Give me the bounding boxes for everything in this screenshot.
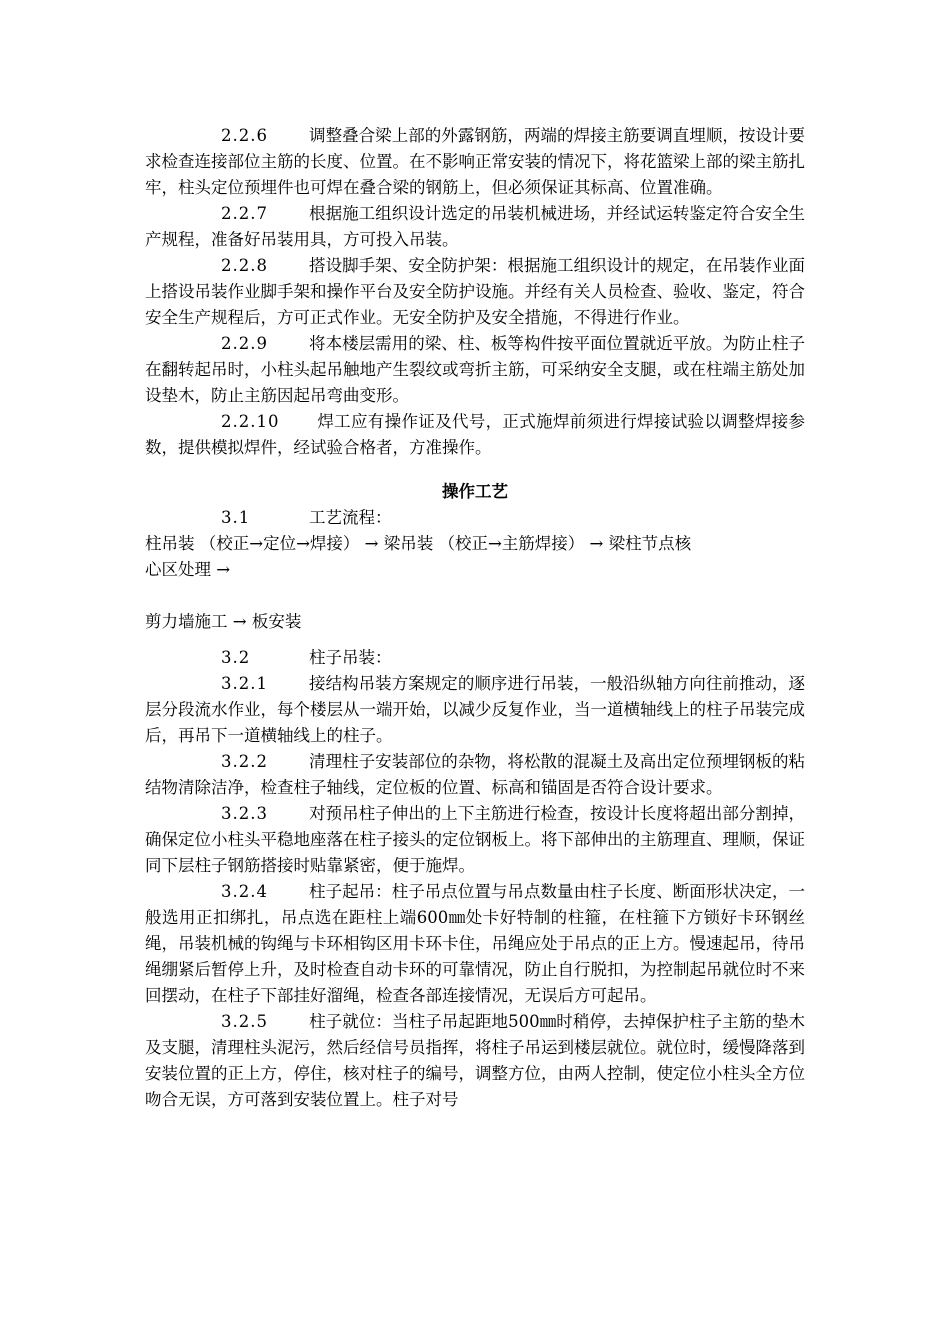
clause-number: 3.1 xyxy=(221,508,251,527)
clause-number: 2.2.10 xyxy=(221,412,280,431)
clause-number: 3.2.5 xyxy=(221,1012,268,1031)
paragraph-3-2-3 xyxy=(145,801,805,879)
clause-number: 2.2.9 xyxy=(221,334,268,353)
clause-number: 2.2.6 xyxy=(221,126,268,145)
paragraph-3-2-5 xyxy=(145,1009,805,1113)
paragraph-3-2-4 xyxy=(145,879,805,1009)
paragraph-2-2-7 xyxy=(145,201,805,253)
paragraph-2-2-9 xyxy=(145,331,805,409)
clause-text: 接结构吊装方案规定的顺序进行吊装，一般沿纵轴方向往前推动，逐层分段流水作业，每个楼层从一端开始，以减少反复作业，当一道横轴线上的柱子吊装完成后，再吊下一道横轴线上的柱子。 xyxy=(145,674,805,745)
blank-line xyxy=(145,583,805,609)
section-heading: 操作工艺 xyxy=(442,482,508,501)
clause-number: 2.2.8 xyxy=(221,256,268,275)
clause-text: 清理柱子安装部位的杂物，将松散的混凝土及高出定位预埋钢板的粘结物清除洁净，检查柱子轴线，定位板的位置、标高和锚固是否符合设计要求。 xyxy=(145,752,805,797)
clause-title: 工艺流程： xyxy=(309,508,392,527)
clause-text: 焊工应有操作证及代号，正式施焊前须进行焊接试验以调整焊接参数，提供模拟焊件，经试验合格者，方准操作。 xyxy=(145,412,805,457)
clause-text: 将本楼层需用的梁、柱、板等构件按平面位置就近平放。为防止柱子在翻转起吊时，小柱头起吊触地产生裂纹或弯折主筋，可采纳安全支腿，或在柱端主筋处加设垫木，防止主筋因起吊弯曲变形。 xyxy=(145,334,805,405)
process-flow-line-2: 心区处理 → xyxy=(145,560,231,579)
clause-number: 3.2.1 xyxy=(221,674,268,693)
process-flow-line-1: 柱吊装 （校正→定位→焊接） → 梁吊装 （校正→主筋焊接） → 梁柱节点核 xyxy=(145,534,692,553)
clause-text: 柱子就位：当柱子吊起距地500㎜时稍停，去掉保护柱子主筋的垫木及支腿，清理柱头泥污，然后经信号员指挥，将柱子吊运到楼层就位。就位时，缓慢降落到安装位置的正上方，停住，核对柱子的编号，调整方位，由两人控制，使定位小柱头全方位吻合无误，方可落到安装位置上。柱子对号 xyxy=(145,1012,805,1109)
blank-space xyxy=(145,635,805,645)
clause-text: 调整叠合梁上部的外露钢筋，两端的焊接主筋要调直埋顺，按设计要求检查连接部位主筋的长度、位置。在不影响正常安装的情况下，将花篮梁上部的梁主筋扎牢，柱头定位预埋件也可焊在叠合梁的钢筋上，但必须保证其标高、位置准确。 xyxy=(145,126,805,197)
clause-number: 3.2.4 xyxy=(221,882,268,901)
document-page xyxy=(145,123,805,1113)
clause-text: 搭设脚手架、安全防护架：根据施工组织设计的规定，在吊装作业面上搭设吊装作业脚手架和操作平台及安全防护设施。并经有关人员检查、验收、鉴定，符合安全生产规程后，方可正式作业。无安全防护及安全措施，不得进行作业。 xyxy=(145,256,805,327)
process-flow-line-3: 剪力墙施工 → 板安装 xyxy=(145,612,302,631)
clause-text: 对预吊柱子伸出的上下主筋进行检查，按设计长度将超出部分割掉，确保定位小柱头平稳地座落在柱子接头的定位钢板上。将下部伸出的主筋理直、理顺，保证同下层柱子钢筋搭接时贴靠紧密，便于施焊。 xyxy=(145,804,805,875)
clause-number: 3.2 xyxy=(221,648,251,667)
clause-text: 根据施工组织设计选定的吊装机械进场，并经试运转鉴定符合安全生产规程，准备好吊装用具，方可投入吊装。 xyxy=(145,204,805,249)
clause-number: 3.2.3 xyxy=(221,804,268,823)
paragraph-3-2-1 xyxy=(145,671,805,749)
clause-number: 3.2.2 xyxy=(221,752,268,771)
clause-number: 2.2.7 xyxy=(221,204,268,223)
clause-title: 柱子吊装： xyxy=(309,648,392,667)
paragraph-2-2-6 xyxy=(145,123,805,201)
paragraph-3-2-2 xyxy=(145,749,805,801)
paragraph-3-2 xyxy=(145,645,805,671)
clause-text: 柱子起吊：柱子吊点位置与吊点数量由柱子长度、断面形状决定，一般选用正扣绑扎，吊点选在距柱上端600㎜处卡好特制的柱箍，在柱箍下方锁好卡环钢丝绳，吊装机械的钩绳与卡环相钩区用卡环卡住，吊绳应处于吊点的正上方。慢速起吊，待吊绳绷紧后暂停上升，及时检查自动卡环的可靠情况，防止自行脱扣，为控制起吊就位时不来回摆动，在柱子下部挂好溜绳，检查各部连接情况，无误后方可起吊。 xyxy=(145,882,805,1005)
paragraph-2-2-8 xyxy=(145,253,805,331)
paragraph-3-1 xyxy=(145,505,805,531)
paragraph-2-2-10 xyxy=(145,409,805,461)
